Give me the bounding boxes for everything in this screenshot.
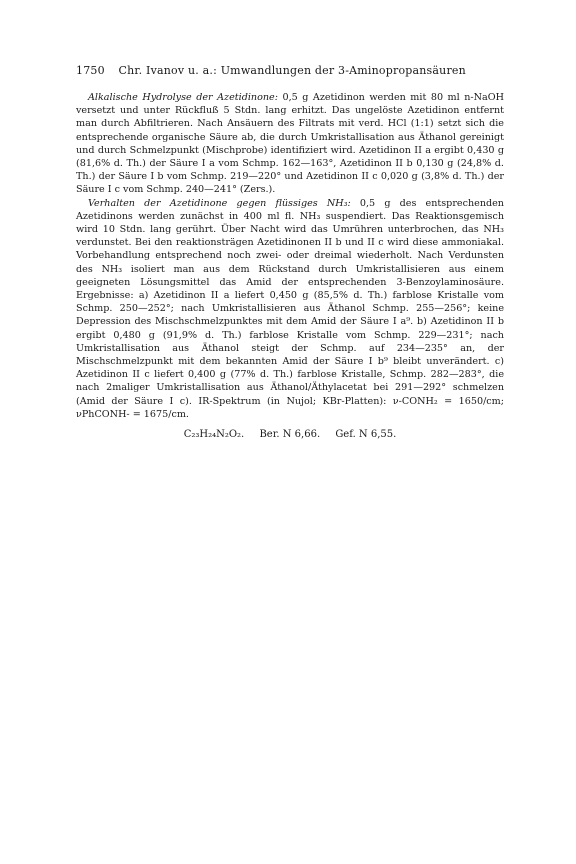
found-value: Gef. N 6,55.	[335, 429, 397, 441]
molecular-formula: C₂₃H₂₄N₂O₂.	[183, 429, 245, 441]
paragraph-heading: Alkalische Hydrolyse der Azetidinone:	[88, 92, 278, 103]
running-header	[76, 64, 504, 77]
document-page	[76, 64, 504, 440]
paragraph-text: 0,5 g Azetidinon werden mit 80 ml n-NaOH versetzt und unter Rückfluß 5 Stdn. lang erhitzt. Das ungelöste Azetidinon entfernt man durch Abfiltrieren. Nach Ansäuern des Filtrats mit verd. HCl (1:1) setzt sich die entsprechende organische Säure ab, die durch Umkristallisation aus Äthanol gereinigt und durch Schmelzpunkt (Mischprobe) identifiziert wird. Azetidinon II a ergibt 0,430 g (81,6% d. Th.) der Säure I a vom Schmp. 162—163°, Azetidinon II b 0,130 g (24,8% d. Th.) der Säure I b vom Schmp. 219—220° und Azetidinon II c 0,020 g (3,8% d. Th.) der Säure I c vom Schmp. 240—241° (Zers.).	[76, 92, 504, 196]
running-title: Chr. Ivanov u. a.: Umwandlungen der 3-Aminopropansäuren	[118, 64, 466, 77]
page-number: 1750	[76, 64, 105, 77]
paragraph-heading: Verhalten der Azetidinone gegen flüssiges NH₃:	[88, 197, 351, 209]
calculated-value: Ber. N 6,66.	[259, 429, 321, 441]
paragraph-text: 0,5 g des entsprechenden Azetidinons werden zunächst in 400 ml fl. NH₃ suspendiert. Das Reaktionsgemisch wird 10 Stdn. lang gerührt. Über Nacht wird das Umrühren unterbrochen, das NH₃ verdunstet. Bei den reaktionsträgen Azetidinonen II b und II c wird diese ammoniakal. Vorbehandlung entsprechend noch zwei- oder dreimal wiederholt. Nach Verdunsten des NH₃ isoliert man aus dem Rückstand durch Umkristallisieren aus einem geeigneten Lösungsmittel das Amid der entsprechenden 3-Benzoylaminosäure. Ergebnisse: a) Azetidinon II a liefert 0,450 g (85,5% d. Th.) farblose Kristalle vom Schmp. 250—252°; nach Umkristallisieren aus Äthanol Schmp. 255—256°; keine Depression des Mischschmelzpunktes mit dem Amid der Säure I a⁹. b) Azetidinon II b ergibt 0,480 g (91,9% d. Th.) farblose Kristalle vom Schmp. 229—231°; nach Umkristallisation aus Äthanol steigt der Schmp. auf 234—235° an, der Mischschmelzpunkt mit dem bekannten Amid der Säure I b⁹ bleibt unverändert. c) Azetidinon II c liefert 0,400 g (77% d. Th.) farblose Kristalle, Schmp. 282—283°, die nach 2maliger Umkristallisation aus Äthanol/Äthylacetat bei 291—292° schmelzen (Amid der Säure I c). IR-Spektrum (in Nujol; KBr-Platten): ν-CONH₂ = 1650/cm; νPhCONH- = 1675/cm.	[76, 197, 504, 420]
paragraph-liquid-ammonia	[76, 197, 504, 421]
elemental-analysis-line	[76, 429, 504, 440]
paragraph-alkaline-hydrolysis	[76, 91, 504, 197]
